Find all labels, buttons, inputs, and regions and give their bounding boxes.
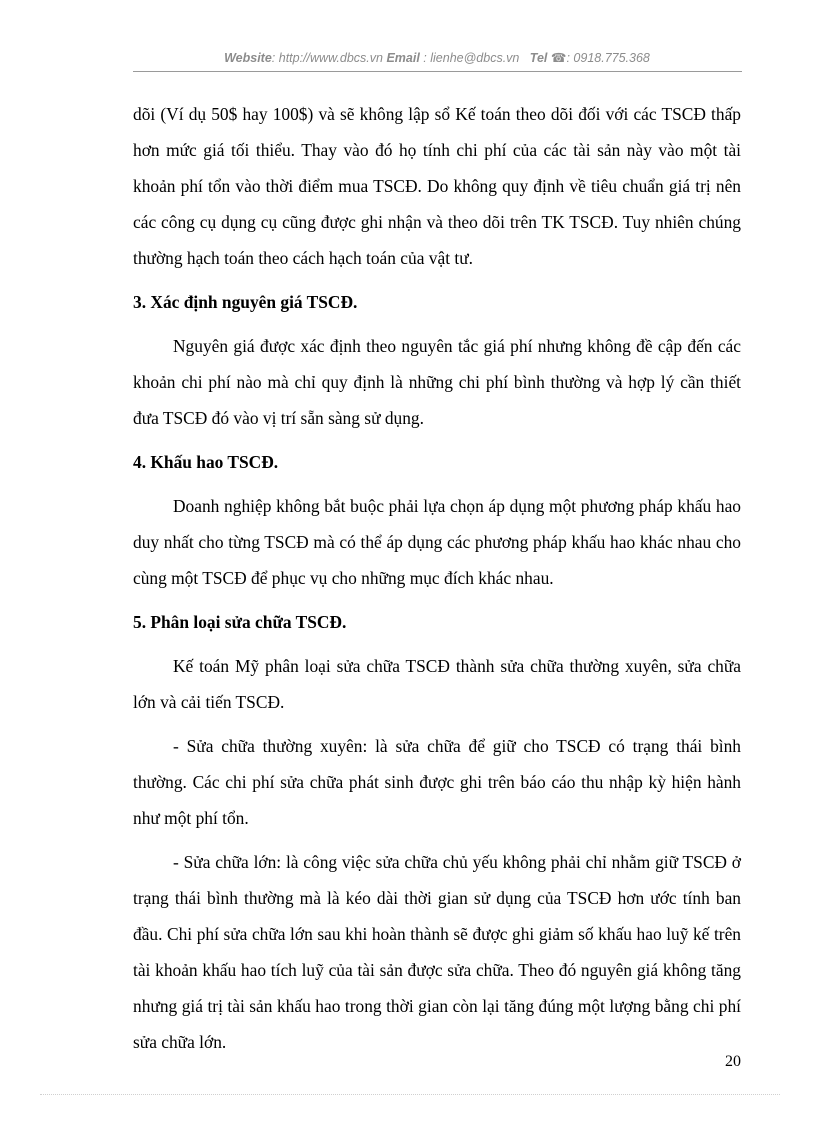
paragraph-routine-repair: - Sửa chữa thường xuyên: là sửa chữa để giữ cho TSCĐ có trạng thái bình thường. Các chi phí sửa chữa phát sinh được ghi trên báo cáo thu nhập kỳ hiện hành như một phí tổn. xyxy=(133,736,741,828)
section-heading-3: 3. Xác định nguyên giá TSCĐ. xyxy=(133,292,358,312)
website-value: : http://www.dbcs.vn xyxy=(271,51,383,65)
tel-value: : 0918.775.368 xyxy=(566,51,650,65)
paragraph-repair-classification: Kế toán Mỹ phân loại sửa chữa TSCĐ thành sửa chữa thường xuyên, sửa chữa lớn và cải tiến TSCĐ. xyxy=(133,656,741,712)
paragraph-original-cost: Nguyên giá được xác định theo nguyên tắc giá phí nhưng không đề cập đến các khoản chi phí nào mà chỉ quy định là những chi phí bình thường và hợp lý cần thiết đưa TSCĐ đó vào vị trí sẵn sàng sử dụng. xyxy=(133,336,741,428)
page-header xyxy=(133,50,741,65)
paragraph-depreciation: Doanh nghiệp không bắt buộc phải lựa chọn áp dụng một phương pháp khấu hao duy nhất cho từng TSCĐ mà có thể áp dụng các phương pháp khấu hao khác nhau cho cùng một TSCĐ để phục vụ cho những mục đích khác nhau. xyxy=(133,496,741,588)
website-label: Website xyxy=(224,51,272,65)
paragraph-major-repair: - Sửa chữa lớn: là công việc sửa chữa chủ yếu không phải chỉ nhằm giữ TSCĐ ở trạng thái bình thường mà là kéo dài thời gian sử dụng của TSCĐ hơn ước tính ban đầu. Chi phí sửa chữa lớn sau khi hoàn thành sẽ được ghi giảm số khấu hao luỹ kế trên tài khoản khấu hao tích luỹ của tài sản được sửa chữa. Theo đó nguyên giá không tăng nhưng giá trị tài sản khấu hao trong thời gian còn lại tăng đúng một lượng bằng chi phí sửa chữa lớn. xyxy=(133,852,741,1052)
header-divider xyxy=(133,71,742,72)
footer-divider xyxy=(40,1094,780,1095)
page-number: 20 xyxy=(725,1053,741,1070)
email-label: Email xyxy=(386,51,420,65)
email-value: : lienhe@dbcs.vn xyxy=(423,51,520,65)
section-heading-5: 5. Phân loại sửa chữa TSCĐ. xyxy=(133,612,347,632)
tel-label: Tel xyxy=(529,51,548,65)
phone-icon: ☎ xyxy=(550,51,567,65)
paragraph-continuation: dõi (Ví dụ 50$ hay 100$) và sẽ không lập sổ Kế toán theo dõi đối với các TSCĐ thấp hơn mức giá tối thiểu. Thay vào đó họ tính chi phí của các tài sản này vào một tài khoản phí tổn vào thời điểm mua TSCĐ. Do không quy định về tiêu chuẩn giá trị nên các công cụ dụng cụ cũng được ghi nhận và theo dõi trên TK TSCĐ. Tuy nhiên chúng thường hạch toán theo cách hạch toán của vật tư. xyxy=(133,104,741,268)
section-heading-4: 4. Khấu hao TSCĐ. xyxy=(133,452,279,472)
document-body xyxy=(133,96,741,1068)
